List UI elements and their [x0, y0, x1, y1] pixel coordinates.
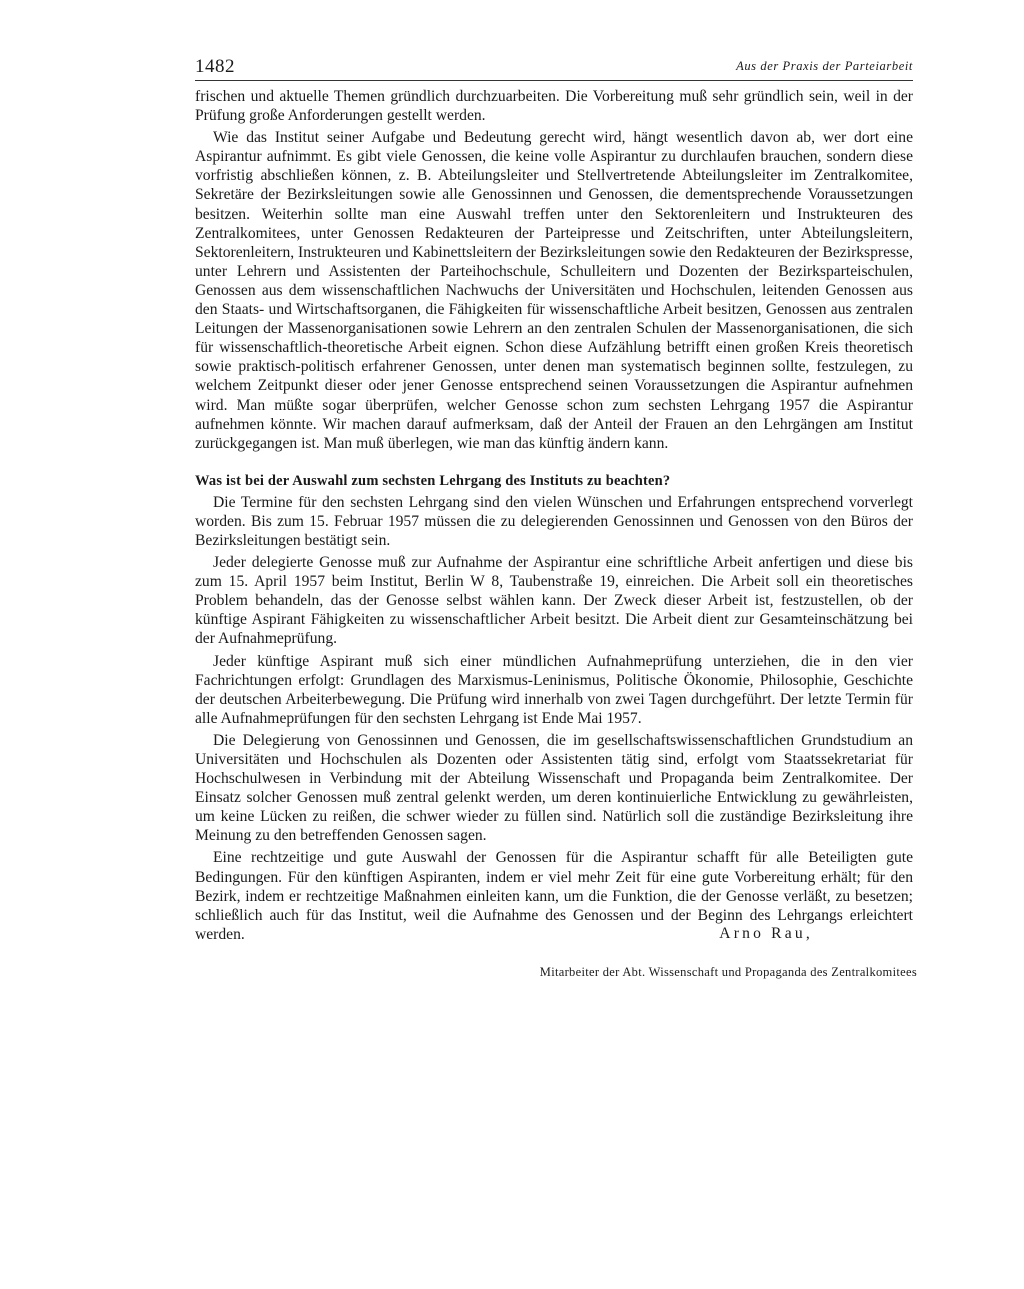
paragraph-institut-auswahl: Wie das Institut seiner Aufgabe und Bedeutung gerecht wird, hängt wesentlich davon ab, wer dort eine Aspirantur aufnimmt. Es gibt viele Genossen, die keine volle Aspirantur zu durchlaufen brauchen, sondern diese vorfristig abschließen können, z. B. Abteilungsleiter und Stellvertretende Abteilungsleiter im Zentralkomitee, Sekretäre der Bezirksleitungen sowie alle Genossinnen und Genossen, die dementsprechende Voraussetzungen besitzen. Weiterhin sollte man eine Auswahl treffen unter den Sektorenleitern und Instrukteuren des Zentralkomitees, unter Genossen Redakteuren der Parteipresse und Zeitschriften, unter Abteilungsleitern, Sektorenleitern, Instrukteuren und Kabinettsleitern der Bezirksleitungen sowie den Redakteuren der Bezirkspresse, unter Lehrern und Assistenten der Parteihochschule, Schulleitern und Dozenten der Bezirksparteischulen, Genossen aus dem wissenschaftlichen Nachwuchs der Universitäten und Hochschulen, leitenden Genossen aus den Staats- und Wirtschaftsorganen, die Fähigkeiten für wissenschaftliche Arbeit besitzen, Genossen aus zentralen Leitungen der Massenorganisationen sowie Lehrern an den zentralen Schulen der Massenorganisationen, die sich für wissenschaftlich-theoretische Arbeit eignen. Schon diese Aufzählung betrifft einen großen Kreis theoretisch sowie praktisch-politisch erfahrener Genossen, unter denen man systematisch beginnen sollte, festzulegen, zu welchem Zeitpunkt dieser oder jener Genosse entsprechend seinen Voraussetzungen die Aspirantur aufnehmen wird. Man müßte sogar überprüfen, welcher Genosse schon zum sechsten Lehrgang 1957 die Aspirantur aufnehmen könnte. Wir machen darauf aufmerksam, daß der Anteil der Frauen an den Lehrgängen am Institut zurückgegangen ist. Man muß überlegen, wie man das künftig ändern kann. [195, 129, 913, 452]
section-heading: Was ist bei der Auswahl zum sechsten Lehrgang des Instituts zu beachten? [195, 472, 671, 489]
page-header [195, 50, 913, 81]
document-page [195, 50, 917, 980]
paragraph-rechtzeitige-auswahl: Eine rechtzeitige und gute Auswahl der Genossen für die Aspirantur schafft für alle Beteiligten gute Bedingungen. Für den künftigen Aspiranten, indem er viel mehr Zeit für eine gute Vorbereitung erhält; für den Bezirk, indem er rechtzeitige Maßnahmen einleiten kann, um die Funktion, die der Genosse verläßt, zu besetzen; schließlich auch für das Institut, weil die Aufnahme des Genossen und der Beginn des Lehrgangs erleichtert werden. [195, 849, 913, 943]
signature-block [195, 924, 913, 963]
paragraph-continued: frischen und aktuelle Themen gründlich durchzuarbeiten. Die Vorbereitung muß sehr gründlich sein, weil in der Prüfung große Anforderungen gestellt werden. [195, 88, 913, 125]
signature-name: Arno Rau, [719, 924, 813, 942]
paragraph-aufnahmepruefung: Jeder künftige Aspirant muß sich einer mündlichen Aufnahmeprüfung unterziehen, die in den vier Fachrichtungen erfolgt: Grundlagen des Marxismus-Leninismus, Politische Ökonomie, Philosophie, Geschichte der deutschen Arbeiterbewegung. Die Prüfung wird innerhalb von zwei Tagen durchgeführt. Der letzte Termin für alle Aufnahmeprüfungen für den sechsten Lehrgang ist Ende Mai 1957. [195, 652, 913, 727]
paragraph-delegierung: Die Delegierung von Genossinnen und Genossen, die im gesellschaftswissenschaftlichen Grundstudium an Universitäten und Hochschulen als Dozenten oder Assistenten tätig sind, erfolgt vom Staatssekretariat für Hochschulwesen in Verbindung mit der Abteilung Wissenschaft und Propaganda beim Zentralkomitee. Der Einsatz solcher Genossen muß zentral gelenkt werden, um deren kontinuierliche Entwicklung zu gewährleisten, um keine Lücken zu reißen, die schwer wieder zu füllen sind. Natürlich soll die zuständige Bezirksleitung ihre Meinung zu den betreffenden Genossen sagen. [195, 731, 913, 845]
paragraph-termine: Die Termine für den sechsten Lehrgang sind den vielen Wünschen und Erfahrungen entsprechend vorverlegt worden. Bis zum 15. Februar 1957 müssen die zu delegierenden Genossinnen und Genossen von den Büros der Bezirksleitungen bestätigt sein. [195, 493, 913, 549]
paragraph-schriftliche-arbeit: Jeder delegierte Genosse muß zur Aufnahme der Aspirantur eine schriftliche Arbeit anfertigen und diese bis zum 15. April 1957 beim Institut, Berlin W 8, Taubenstraße 19, einreichen. Die Arbeit soll ein theoretisches Problem behandeln, das der Genosse selbst wählen kann. Der Zweck dieser Arbeit ist, festzustellen, ob der künftige Aspirant Fähigkeiten zu wissenschaftlicher Arbeit besitzt. Die Arbeit dient zur Gesamteinschätzung bei der Aufnahmeprüfung. [195, 554, 913, 648]
signature-role: Mitarbeiter der Abt. Wissenschaft und Propaganda des Zentralkomitees [539, 964, 917, 979]
page-number: 1482 [195, 56, 235, 77]
running-head: Aus der Praxis der Parteiarbeit [736, 59, 913, 73]
